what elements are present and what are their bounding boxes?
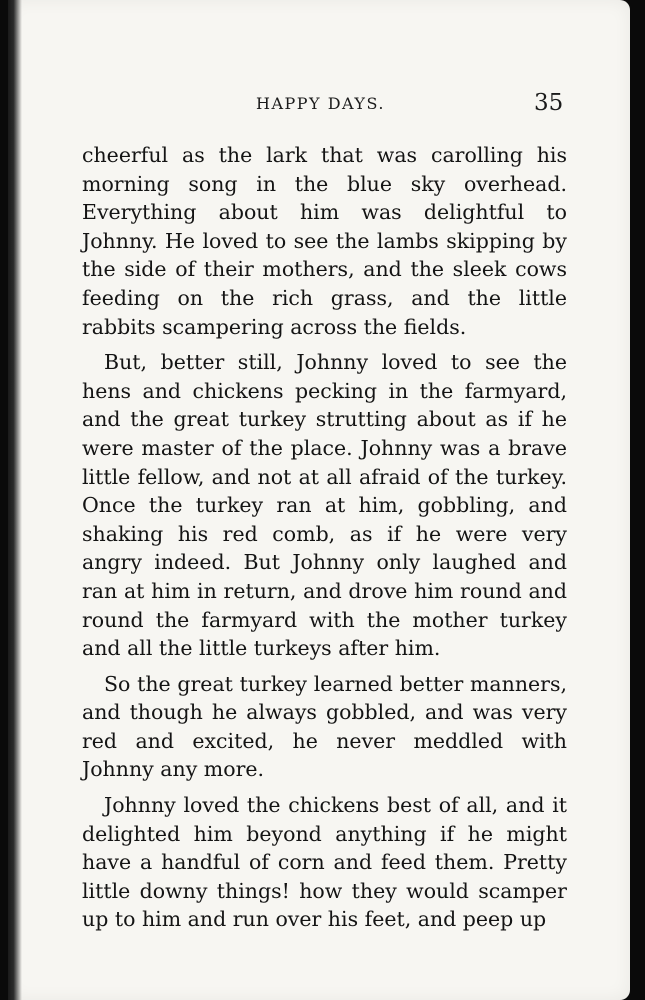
page-number: 35 (534, 90, 564, 116)
paragraph-3: So the great turkey learned better manners, and though he always gobbled, and was very red and excited, he never meddled with Johnny any more. (82, 671, 567, 782)
paragraph-1: cheerful as the lark that was carolling his morning song in the blue sky overhead. Everything about him was delightful to Johnny. He loved to see the lambs skipping by the side of their mothers, and the sleek cows feeding on the rich grass, and the little rabbits scampering across the fields. (82, 143, 567, 339)
page-header (8, 92, 630, 122)
body-text (82, 141, 567, 934)
paragraph-4: Johnny loved the chickens best of all, and it delighted him beyond anything if he might have a handful of corn and feed them. Pretty little downy things! how they would scamper up to him and run over his feet, and peep up (82, 793, 567, 932)
binding-edge (8, 0, 22, 1000)
book-page (8, 0, 630, 1000)
running-head: HAPPY DAYS. (256, 94, 385, 113)
paragraph-2: But, better still, Johnny loved to see the hens and chickens pecking in the farmyard, and the great turkey strutting about as if he were master of the place. Johnny was a brave little fellow, and not at all afraid of the turkey. Once the turkey ran at him, gobbling, and shaking his red comb, as if he were very angry indeed. But Johnny only laughed and ran at him in return, and drove him round and round the farmyard with the mother turkey and all the little turkeys after him. (82, 350, 567, 661)
